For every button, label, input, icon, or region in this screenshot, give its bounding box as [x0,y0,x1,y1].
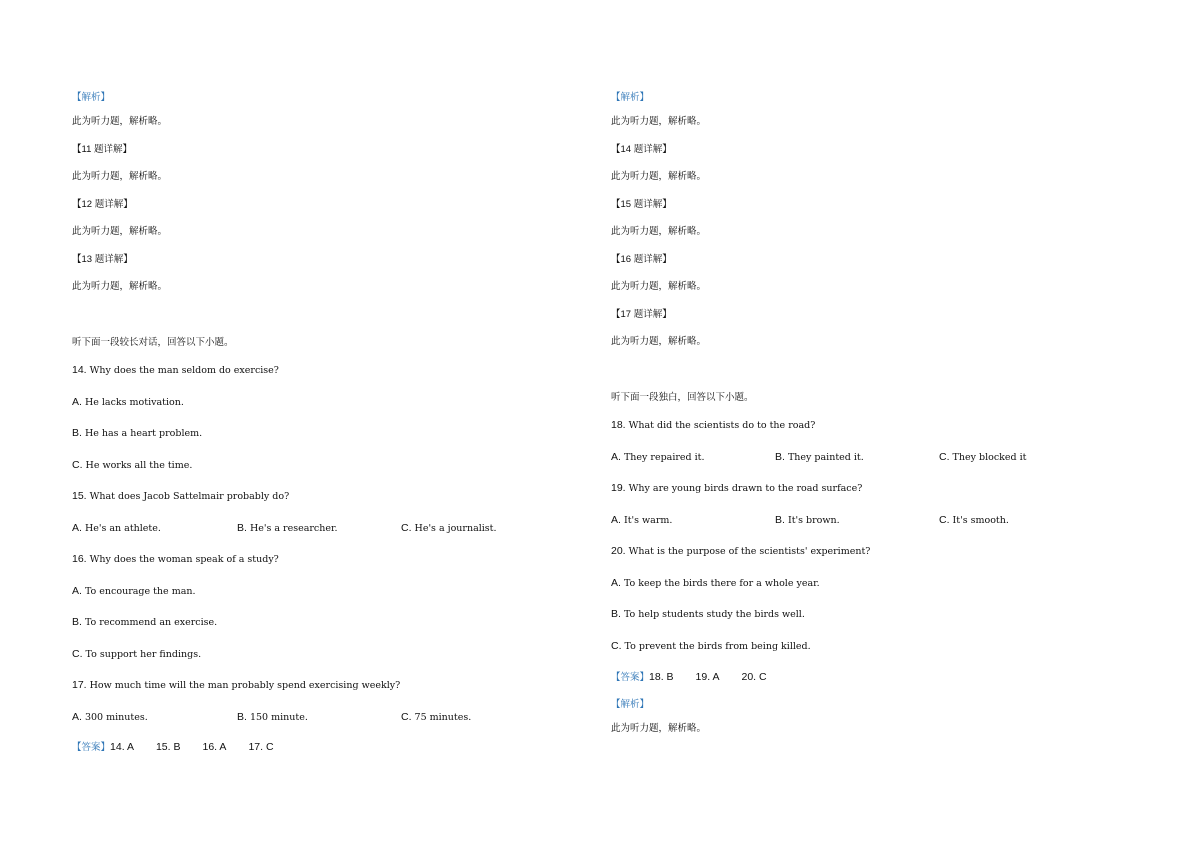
analysis-label: 【解析】 [72,92,111,103]
answer-item: 16. A [202,741,227,753]
option-15c: C. He's a journalist. [401,522,497,534]
question-20: 20. What is the purpose of the scientists' experiment? [611,545,871,557]
omitted-note: 此为听力题，解析略。 [611,116,707,127]
left-column [72,0,592,848]
option-20b: B. To help students study the birds well. [611,608,805,620]
answer-item: 19. A [695,671,720,683]
q11-heading: 【11 题详解】 [72,144,133,155]
answer-line [611,671,789,684]
option-19a: A. It's warm. [611,514,673,526]
option-15a: A. He's an athlete. [72,522,161,534]
option-14b: B. He has a heart problem. [72,427,203,439]
answer-line [72,741,296,754]
q13-heading: 【13 题详解】 [72,254,133,265]
right-column [611,0,1131,848]
q15-heading: 【15 题详解】 [611,199,672,210]
option-17c: C. 75 minutes. [401,711,472,723]
option-14a: A. He lacks motivation. [72,396,184,408]
answer-item: 17. C [248,741,274,753]
question-14: 14. Why does the man seldom do exercise? [72,364,279,376]
section-instruction: 听下面一段独白，回答以下小题。 [611,392,754,403]
question-17: 17. How much time will the man probably spend exercising weekly? [72,679,401,691]
answer-label: 【答案】 [611,672,650,683]
omitted-note: 此为听力题，解析略。 [72,171,168,182]
omitted-note: 此为听力题，解析略。 [72,281,168,292]
analysis-label: 【解析】 [611,92,650,103]
q16-heading: 【16 题详解】 [611,254,672,265]
option-19c: C. It's smooth. [939,514,1009,526]
option-16b: B. To recommend an exercise. [72,616,218,628]
answer-item: 14. A [110,741,134,753]
answer-item: 18. B [649,671,674,683]
option-17b: B. 150 minute. [237,711,308,723]
omitted-note: 此为听力题，解析略。 [72,116,168,127]
option-16a: A. To encourage the man. [72,585,196,597]
q12-heading: 【12 题详解】 [72,199,133,210]
analysis-label: 【解析】 [611,699,650,710]
section-instruction: 听下面一段较长对话，回答以下小题。 [72,337,234,348]
question-15: 15. What does Jacob Sattelmair probably do? [72,490,290,502]
omitted-note: 此为听力题，解析略。 [611,226,707,237]
option-18c: C. They blocked it [939,451,1027,463]
omitted-note: 此为听力题，解析略。 [611,723,707,734]
option-18b: B. They painted it. [775,451,864,463]
option-20a: A. To keep the birds there for a whole year. [611,577,820,589]
question-18: 18. What did the scientists do to the road? [611,419,816,431]
option-15b: B. He's a researcher. [237,522,338,534]
option-17a: A. 300 minutes. [72,711,148,723]
omitted-note: 此为听力题，解析略。 [611,336,707,347]
answer-item: 15. B [155,741,181,753]
omitted-note: 此为听力题，解析略。 [72,226,168,237]
option-20c: C. To prevent the birds from being killed. [611,640,811,652]
question-19: 19. Why are young birds drawn to the road surface? [611,482,863,494]
answer-label: 【答案】 [72,742,111,753]
option-19b: B. It's brown. [775,514,840,526]
question-16: 16. Why does the woman speak of a study? [72,553,279,565]
omitted-note: 此为听力题，解析略。 [611,171,707,182]
q14-heading: 【14 题详解】 [611,144,672,155]
option-16c: C. To support her findings. [72,648,202,660]
option-14c: C. He works all the time. [72,459,193,471]
omitted-note: 此为听力题，解析略。 [611,281,707,292]
answer-item: 20. C [741,671,767,683]
q17-heading: 【17 题详解】 [611,309,672,320]
option-18a: A. They repaired it. [611,451,705,463]
